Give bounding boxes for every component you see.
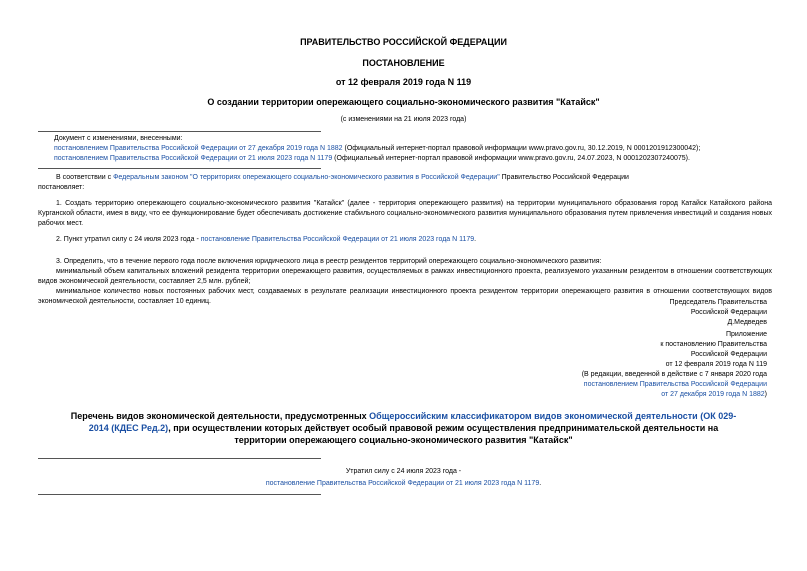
change-link[interactable]: постановлением Правительства Российской Федерации от 27 декабря 2019 года N 1882 <box>54 145 343 152</box>
change-item <box>54 154 774 164</box>
divider <box>38 458 321 459</box>
signature-name: Д.Медведев <box>727 319 767 326</box>
appendix-edition-link[interactable]: от 27 декабря 2019 года N 1882 <box>661 391 765 398</box>
appendix-edition-note: (В редакции, введенной в действие с 7 января 2020 года <box>581 371 767 378</box>
preamble: В соответствии с Федеральным законом "О территориях опережающего социально-экономического развития в Российской Федерации" Правительство Российской Федерации <box>56 174 629 181</box>
signature-position-country: Российской Федерации <box>690 309 767 316</box>
signature-position: Председатель Правительства <box>669 299 767 306</box>
paragraph-3a: минимальный объем капитальных вложений резидента территории опережающего развития, осуществляемых в рамках инвестиционного проекта, реализуемого указанным резидентом в отношении соответствующих видов экономической деятельности, составляет 2,5 млн. рублей; <box>38 268 772 285</box>
appendix-edition-link[interactable]: постановлением Правительства Российской Федерации <box>583 381 767 388</box>
lost-force-ref: постановление Правительства Российской Федерации от 21 июля 2023 года N 1179. <box>265 480 542 487</box>
change-item <box>54 144 774 154</box>
divider <box>38 168 321 169</box>
government-name: ПРАВИТЕЛЬСТВО РОССИЙСКОЙ ФЕДЕРАЦИИ <box>300 37 507 47</box>
paragraph-3b: минимальное количество новых постоянных рабочих мест, создаваемых в результате реализации инвестиционного проекта резидентом территории опережающего развития в отношении соответствующих видов экономической деятельности, составляет 10 единиц. <box>38 288 772 305</box>
change-source: (Официальный интернет-портал правовой информации www.pravo.gov.ru, 30.12.2019, N 0001201912300042); <box>342 145 701 152</box>
classifier-link[interactable]: Общероссийским классификатором видов экономической деятельности (ОК 029-2014 (КДЕС Ред.2) <box>88 411 737 433</box>
changes-block <box>54 134 774 164</box>
revision-note: (с изменениями на 21 июля 2023 года) <box>340 116 467 123</box>
federal-law-link[interactable]: Федеральным законом "О территориях опережающего социально-экономического развития в Российской Федерации" <box>113 174 500 181</box>
lost-force-note: Утратил силу с 24 июля 2023 года - <box>345 468 462 475</box>
document-body <box>38 173 772 307</box>
amendment-link[interactable]: постановление Правительства Российской Федерации от 21 июля 2023 года N 1179 <box>200 236 475 243</box>
appendix-block <box>447 330 767 400</box>
appendix-ref: от 12 февраля 2019 года N 119 <box>665 361 767 368</box>
changes-intro: Документ с изменениями, внесенными: <box>54 135 183 142</box>
appendix-ref: Российской Федерации <box>690 351 767 358</box>
document-type: ПОСТАНОВЛЕНИЕ <box>362 58 445 68</box>
lost-force-link[interactable]: постановление Правительства Российской Федерации от 21 июля 2023 года N 1179 <box>265 480 540 487</box>
paragraph-1: 1. Создать территорию опережающего социально-экономического развития "Катайск" (далее - территория опережающего развития) на территории муниципального образования город Катайск Катайского района Курганской области, имея в виду, что ее функционирование будет обеспечивать достижение стабильного социально-экономического развития муниципального образования путем привлечения инвестиций и создания новых рабочих мест. <box>38 200 772 227</box>
list-heading: Перечень видов экономической деятельности, предусмотренных Общероссийским классификатором видов экономической деятельности (ОК 029-2014 (КДЕС Ред.2), при осуществлении которых действует особый правовой режим осуществления предпринимательской деятельности на территории опережающего социально-экономического развития "Катайск" <box>70 411 737 445</box>
signature-block <box>467 298 767 328</box>
appendix-ref: к постановлению Правительства <box>660 341 767 348</box>
change-link[interactable]: постановлением Правительства Российской Федерации от 21 июля 2023 года N 1179 <box>54 155 333 162</box>
appendix-label: Приложение <box>725 331 767 338</box>
change-source: (Официальный интернет-портал правовой информации www.pravo.gov.ru, 24.07.2023, N 0001202307240075). <box>332 155 690 162</box>
document-date-number: от 12 февраля 2019 года N 119 <box>335 77 472 87</box>
paragraph-3: 3. Определить, что в течение первого года после включения юридического лица в реестр резидентов территорий опережающего социально-экономического развития: <box>56 258 602 265</box>
appendix-edition-link-line: от 27 декабря 2019 года N 1882) <box>661 391 767 398</box>
divider <box>38 494 321 495</box>
decides-text: постановляет: <box>38 184 85 191</box>
divider <box>38 131 321 132</box>
paragraph-2: 2. Пункт утратил силу с 24 июля 2023 года - постановление Правительства Российской Федерации от 21 июля 2023 года N 1179. <box>56 236 477 243</box>
document-title: О создании территории опережающего социально-экономического развития "Катайск" <box>207 97 600 107</box>
